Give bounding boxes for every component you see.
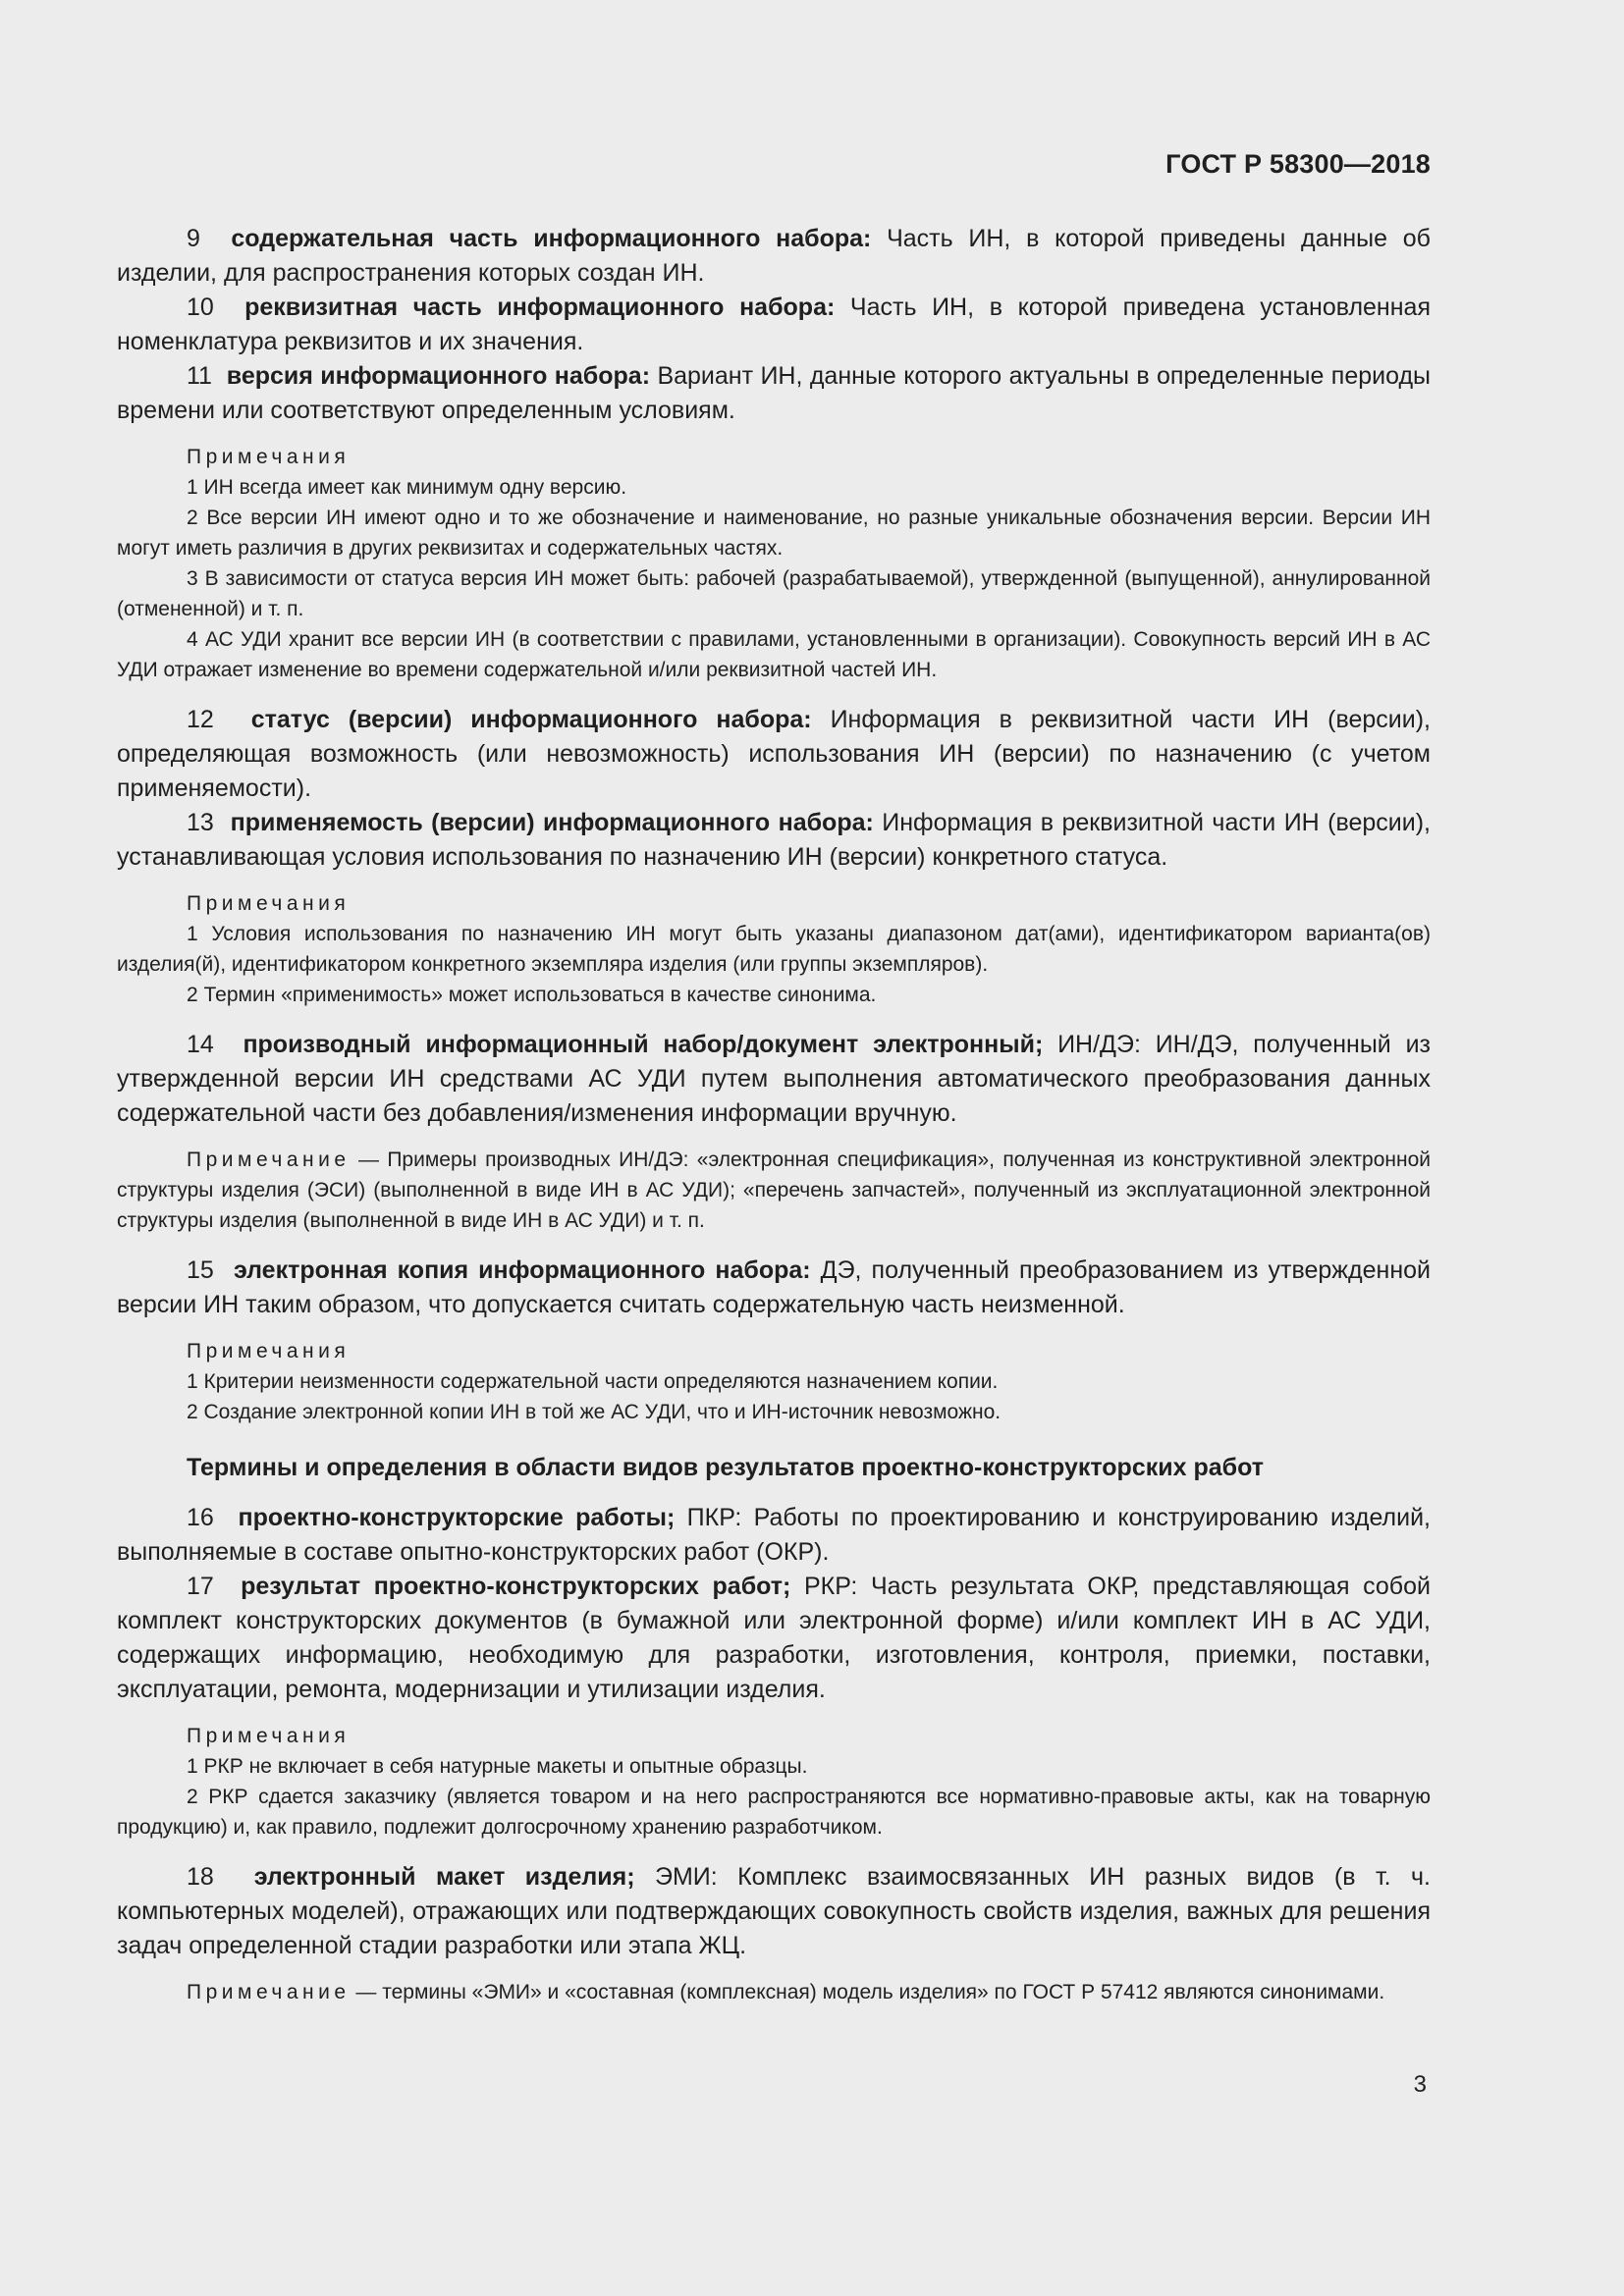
note-block-18 [117,1977,1431,2007]
term-title: версия информационного набора: [226,362,651,390]
notes-title: Примечания [187,1340,351,1362]
term-number: 15 [187,1256,214,1284]
term-title: статус (версии) информационного набора: [250,706,812,733]
term-title: проектно-конструкторские работы; [238,1504,676,1531]
note-item: 1 Условия использования по назначению ИН могут быть указаны диапазоном дат(ами), идентификатором варианта(ов) изделия(й), идентификатором конкретного экземпляра изделия (или группы экземпляров). [117,923,1431,976]
section-heading: Термины и определения в области видов результатов проектно-конструкторских работ [187,1454,1264,1481]
term-title: производный информационный набор/документ электронный; [243,1031,1044,1058]
note-item: 1 ИН всегда имеет как минимум одну версию. [187,476,627,499]
term-entry-14 [117,1028,1431,1131]
term-entry-17 [117,1570,1431,1707]
term-entry-9 [117,222,1431,291]
note-item: 2 РКР сдается заказчику (является товаром и на него распространяются все нормативно-правовые акты, как на товарную продукцию) и, как правило, подлежит долгосрочному хранению разработчиком. [117,1786,1431,1839]
note-label: Примечание [187,1148,351,1171]
term-entry-10 [117,291,1431,359]
notes-block-17 [117,1721,1431,1842]
note-item: 1 Критерии неизменности содержательной части определяются назначением копии. [187,1370,999,1393]
term-entry-13 [117,806,1431,875]
term-entry-16 [117,1501,1431,1570]
term-title: применяемость (версии) информационного набора: [230,809,874,836]
term-definition: РКР: Часть результата ОКР, представляющая собой комплект конструкторских документов (в бумажной или электронной форме) и/или комплект ИН в АС УДИ, содержащих информацию, необходимую для разработки, изготовления, контроля, приемки, поставки, эксплуатации, ремонта, модернизации и утилизации изделия. [117,1573,1431,1703]
note-item: 3 В зависимости от статуса версия ИН может быть: рабочей (разрабатываемой), утвержденной (выпущенной), аннулированной (отмененной) и т. п. [117,567,1431,620]
note-item: 2 Термин «применимость» может использоваться в качестве синонима. [187,984,877,1006]
term-title: электронная копия информационного набора: [233,1256,811,1284]
term-definition: ПКР: Работы по проектированию и конструированию изделий, выполняемые в составе опытно-конструкторских работ (ОКР). [117,1504,1431,1566]
term-number: 9 [187,225,200,252]
term-entry-15 [117,1254,1431,1322]
note-item [117,1145,1431,1236]
term-number: 18 [187,1863,214,1891]
note-text: — термины «ЭМИ» и «составная (комплексная) модель изделия» по ГОСТ Р 57412 являются синонимами. [350,1981,1385,2003]
term-number: 12 [187,706,214,733]
notes-title: Примечания [187,446,351,468]
term-definition: Информация в реквизитной части ИН (версии), определяющая возможность (или невозможность) использования ИН (версии) по назначению (с учетом применяемости). [117,706,1431,802]
page-number: 3 [1413,2071,1427,2098]
notes-block-15 [117,1336,1431,1427]
term-number: 13 [187,809,214,836]
term-number: 11 [187,362,212,390]
term-number: 16 [187,1504,214,1531]
notes-title: Примечания [187,1725,351,1747]
term-definition: Часть ИН, в которой приведены данные об изделии, для распространения которых создан ИН. [117,225,1431,287]
term-number: 14 [187,1031,214,1058]
note-item: 2 Создание электронной копии ИН в той же АС УДИ, что и ИН-источник невозможно. [187,1401,1001,1423]
note-label: Примечание [187,1981,351,2003]
document-body [117,222,1431,2007]
term-definition: ЭМИ: Комплекс взаимосвязанных ИН разных видов (в т. ч. компьютерных моделей), отражающих или подтверждающих совокупность свойств изделия, важных для решения задач определенной стадии разработки или этапа ЖЦ. [117,1863,1431,1959]
term-entry-18 [117,1860,1431,1963]
term-entry-11 [117,359,1431,428]
notes-title: Примечания [187,892,351,915]
notes-block-13 [117,888,1431,1010]
document-header: ГОСТ Р 58300—2018 [1165,149,1431,179]
term-title: реквизитная часть информационного набора: [244,294,836,321]
note-item: 1 РКР не включает в себя натурные макеты и опытные образцы. [187,1755,808,1778]
term-number: 10 [187,294,214,321]
term-definition: ДЭ, полученный преобразованием из утвержденной версии ИН таким образом, что допускается считать содержательную часть неизменной. [117,1256,1431,1318]
term-title: содержательная часть информационного набора: [231,225,872,252]
term-title: электронный макет изделия; [253,1863,635,1891]
term-number: 17 [187,1573,214,1600]
term-title: результат проектно-конструкторских работ; [241,1573,791,1600]
note-item [117,1977,1431,2007]
term-entry-12 [117,703,1431,806]
note-item: 2 Все версии ИН имеют одно и то же обозначение и наименование, но разные уникальные обозначения версии. Версии ИН могут иметь различия в других реквизитах и содержательных частях. [117,507,1431,560]
term-definition: Вариант ИН, данные которого актуальны в определенные периоды времени или соответствуют определенным условиям. [117,362,1431,424]
notes-block-11 [117,442,1431,685]
note-item: 4 АС УДИ хранит все версии ИН (в соответствии с правилами, установленными в организации). Совокупность версий ИН в АС УДИ отражает изменение во времени содержательной и/или реквизитной частей ИН. [117,628,1431,681]
note-text: — Примеры производных ИН/ДЭ: «электронная спецификация», полученная из конструктивной электронной структуры изделия (ЭСИ) (выполненной в виде ИН в АС УДИ); «перечень запчастей», полученный из эксплуатационной электронной структуры изделия (выполненной в виде ИН в АС УДИ) и т. п. [117,1148,1431,1232]
note-block-14 [117,1145,1431,1236]
term-definition: Часть ИН, в которой приведена установленная номенклатура реквизитов и их значения. [117,294,1431,355]
term-definition: Информация в реквизитной части ИН (версии), устанавливающая условия использования по назначению ИН (версии) конкретного статуса. [117,809,1431,871]
term-definition: ИН/ДЭ: ИН/ДЭ, полученный из утвержденной версии ИН средствами АС УДИ путем выполнения автоматического преобразования данных содержательной части без добавления/изменения информации вручную. [117,1031,1431,1127]
